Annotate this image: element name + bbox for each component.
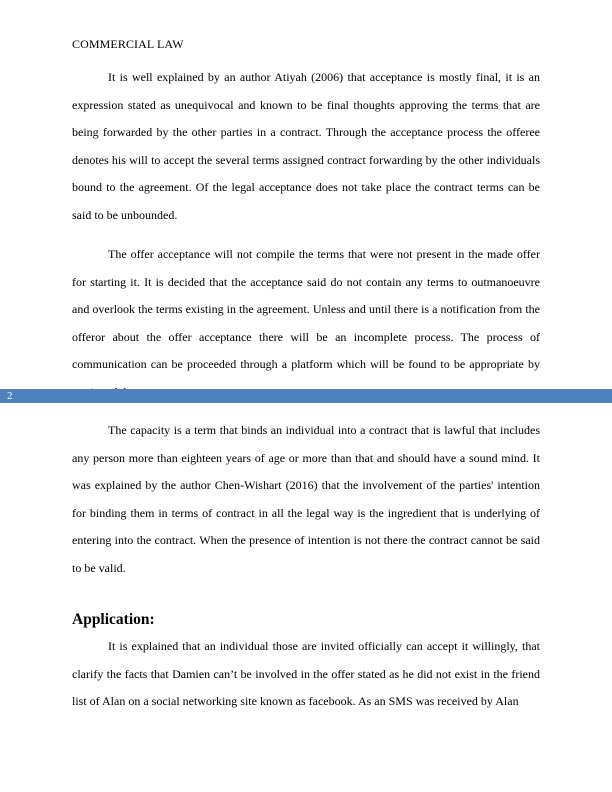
paragraph-offer-acceptance: The offer acceptance will not compile the terms that were not present in the made offer for starting it. It is decided that the acceptance said do not contain any terms to outmanoeuvre and overlook the terms existing in the agreement. Unless and until there is a notification from the offeror about the offer acceptance there will be an incomplete process. The process of communication can be proceeded through a platform which will be found to be appropriate by	[72, 247, 540, 372]
running-head: COMMERCIAL LAW	[72, 37, 184, 51]
paragraph-capacity: The capacity is a term that binds an individual into a contract that is lawful that includes any person more than eighteen years of age or more than that and should have a sound mind. It was explained by the author Chen-Wishart (2016) that the involvement of the parties' intention for binding them in terms of contract in all the legal way is the ingredient that is underlying of entering into the contract. When the presence of intention is not there the contract cannot be said to be valid.	[72, 423, 540, 575]
paragraph-acceptance-final: It is well explained by an author Atiyah (2006) that acceptance is mostly final, it is an expression stated as unequivocal and known to be final thoughts approving the terms that are being forwarded by the other parties in a contract. Through the acceptance process the offeree denotes his will to accept the several terms assigned contract forwarding by the other individuals bound to the agreement. Of the legal acceptance does not take place the contract terms can be said to be unbounded.	[72, 70, 540, 222]
page-number: 2	[7, 390, 13, 402]
section-heading-application: Application:	[72, 611, 155, 628]
page-break-bar	[0, 389, 612, 403]
paragraph-application: It is explained that an individual those are invited officially can accept it willingly, that clarify the facts that Damien can’t be involved in the offer stated as he did not exist in the friend list of Alan on a social networking site known as facebook. As an SMS was received by Alan	[72, 639, 540, 709]
